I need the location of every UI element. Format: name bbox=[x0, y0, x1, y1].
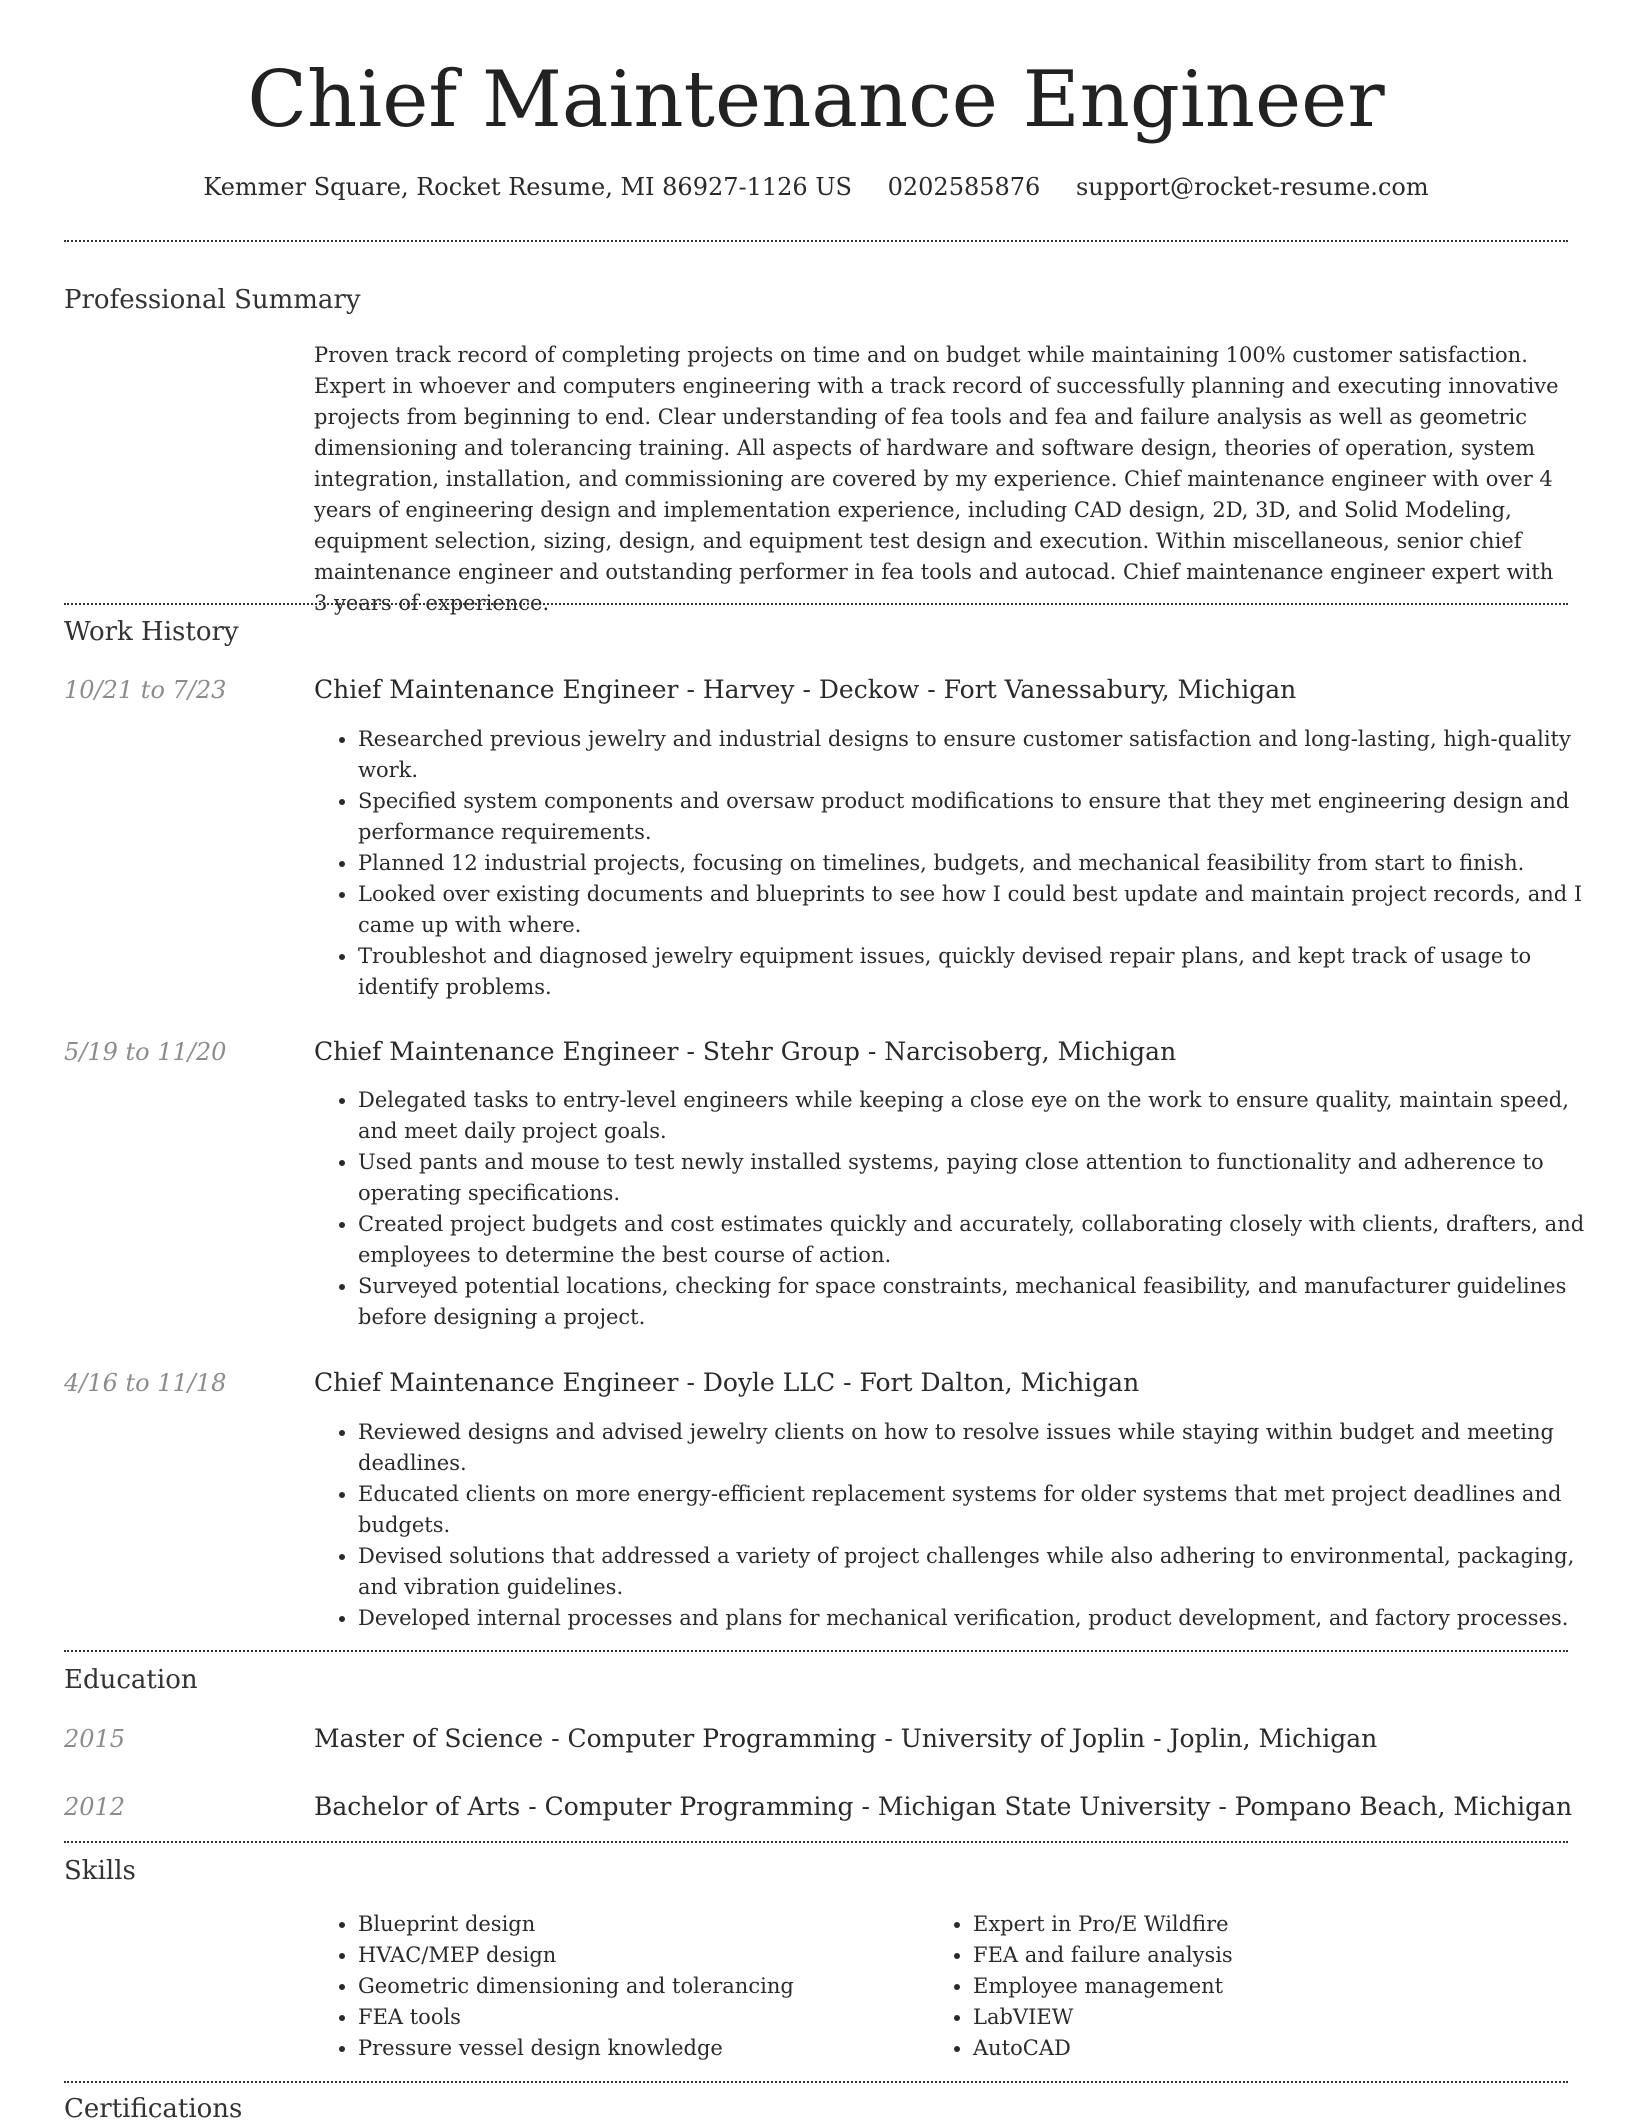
contact-address: Kemmer Square, Rocket Resume, MI 86927-1126 US bbox=[203, 173, 852, 201]
education-heading: Master of Science - Computer Programming - University of Joplin - Joplin, Michigan bbox=[314, 1724, 1378, 1753]
job-bullet: • Developed internal processes and plans for mechanical verification, product development, and factory processes. bbox=[358, 1603, 1614, 1634]
skill-item: • AutoCAD bbox=[973, 2033, 1553, 2064]
job-bullet: • Surveyed potential locations, checking for space constraints, mechanical feasibility, and manufacturer guidelines before designing a project. bbox=[358, 1271, 1614, 1333]
job-bullet: • Devised solutions that addressed a variety of project challenges while also adhering to environmental, packaging, and vibration guidelines. bbox=[358, 1541, 1614, 1603]
job-bullets bbox=[314, 1085, 1614, 1333]
skill-item: • LabVIEW bbox=[973, 2002, 1553, 2033]
skill-item: • Geometric dimensioning and tolerancing bbox=[358, 1971, 938, 2002]
job-heading: Chief Maintenance Engineer - Doyle LLC - Fort Dalton, Michigan bbox=[314, 1368, 1140, 1397]
skill-item: • Expert in Pro/E Wildfire bbox=[973, 1909, 1553, 1940]
section-divider bbox=[64, 2081, 1568, 2083]
job-bullet: • Specified system components and oversaw product modifications to ensure that they met engineering design and performance requirements. bbox=[358, 786, 1614, 848]
contact-email: support@rocket-resume.com bbox=[1075, 173, 1429, 201]
skill-item: • FEA and failure analysis bbox=[973, 1940, 1553, 1971]
resume-name: Chief Maintenance Engineer bbox=[247, 55, 1385, 145]
section-divider bbox=[64, 1841, 1568, 1843]
section-divider bbox=[64, 240, 1568, 242]
job-heading: Chief Maintenance Engineer - Harvey - Deckow - Fort Vanessabury, Michigan bbox=[314, 675, 1297, 704]
skill-item: • Employee management bbox=[973, 1971, 1553, 2002]
section-divider bbox=[64, 603, 1568, 605]
skill-item: • HVAC/MEP design bbox=[358, 1940, 938, 1971]
contact-line bbox=[0, 170, 1632, 204]
job-dates: 5/19 to 11/20 bbox=[64, 1038, 227, 1066]
certifications-title: Certifications bbox=[64, 2094, 243, 2124]
skills-list-left bbox=[314, 1909, 938, 2064]
skill-item: • Pressure vessel design knowledge bbox=[358, 2033, 938, 2064]
section-divider bbox=[64, 1650, 1568, 1652]
skill-item: • Blueprint design bbox=[358, 1909, 938, 1940]
contact-phone: 0202585876 bbox=[887, 173, 1041, 201]
job-bullet: • Educated clients on more energy-efficient replacement systems for older systems that met project deadlines and budgets. bbox=[358, 1479, 1614, 1541]
education-year: 2012 bbox=[64, 1793, 126, 1821]
job-bullet: • Troubleshot and diagnosed jewelry equipment issues, quickly devised repair plans, and kept track of usage to identify problems. bbox=[358, 941, 1614, 1003]
skills-list-right bbox=[929, 1909, 1553, 2064]
summary-text: Proven track record of completing projects on time and on budget while maintaining 100% customer satisfaction. Expert in whoever and computers engineering with a track record of successfully planning and executing innovative projects from beginning to end. Clear understanding of fea tools and fea and failure analysis as well as geometric dimensioning and tolerancing training. All aspects of hardware and software design, theories of operation, system integration, installation, and commissioning are covered by my experience. Chief maintenance engineer with over 4 years of engineering design and implementation experience, including CAD design, 2D, 3D, and Solid Modeling, equipment selection, sizing, design, and equipment test design and execution. Within miscellaneous, senior chief maintenance engineer and outstanding performer in fea tools and autocad. Chief maintenance engineer expert with 3 years of experience. bbox=[314, 343, 1559, 615]
skills-title: Skills bbox=[64, 1856, 136, 1886]
job-bullet: • Delegated tasks to entry-level engineers while keeping a close eye on the work to ensure quality, maintain speed, and meet daily project goals. bbox=[358, 1085, 1614, 1147]
skill-item: • FEA tools bbox=[358, 2002, 938, 2033]
job-bullet: • Created project budgets and cost estimates quickly and accurately, collaborating closely with clients, drafters, and employees to determine the best course of action. bbox=[358, 1209, 1614, 1271]
job-bullet: • Researched previous jewelry and industrial designs to ensure customer satisfaction and long-lasting, high-quality work. bbox=[358, 724, 1614, 786]
job-bullet: • Planned 12 industrial projects, focusing on timelines, budgets, and mechanical feasibility from start to finish. bbox=[358, 848, 1614, 879]
job-bullets bbox=[314, 724, 1614, 1003]
education-year: 2015 bbox=[64, 1725, 126, 1753]
work-history-title: Work History bbox=[64, 617, 239, 647]
job-dates: 4/16 to 11/18 bbox=[64, 1369, 227, 1397]
education-title: Education bbox=[64, 1665, 198, 1695]
job-bullet: • Used pants and mouse to test newly installed systems, paying close attention to functionality and adherence to operating specifications. bbox=[358, 1147, 1614, 1209]
education-heading: Bachelor of Arts - Computer Programming - Michigan State University - Pompano Beach, Michigan bbox=[314, 1792, 1573, 1821]
job-bullet: • Looked over existing documents and blueprints to see how I could best update and maintain project records, and I came up with where. bbox=[358, 879, 1614, 941]
job-bullet: • Reviewed designs and advised jewelry clients on how to resolve issues while staying within budget and meeting deadlines. bbox=[358, 1417, 1614, 1479]
summary-title: Professional Summary bbox=[64, 285, 361, 315]
job-heading: Chief Maintenance Engineer - Stehr Group - Narcisoberg, Michigan bbox=[314, 1037, 1177, 1066]
job-bullets bbox=[314, 1417, 1614, 1634]
job-dates: 10/21 to 7/23 bbox=[64, 676, 227, 704]
